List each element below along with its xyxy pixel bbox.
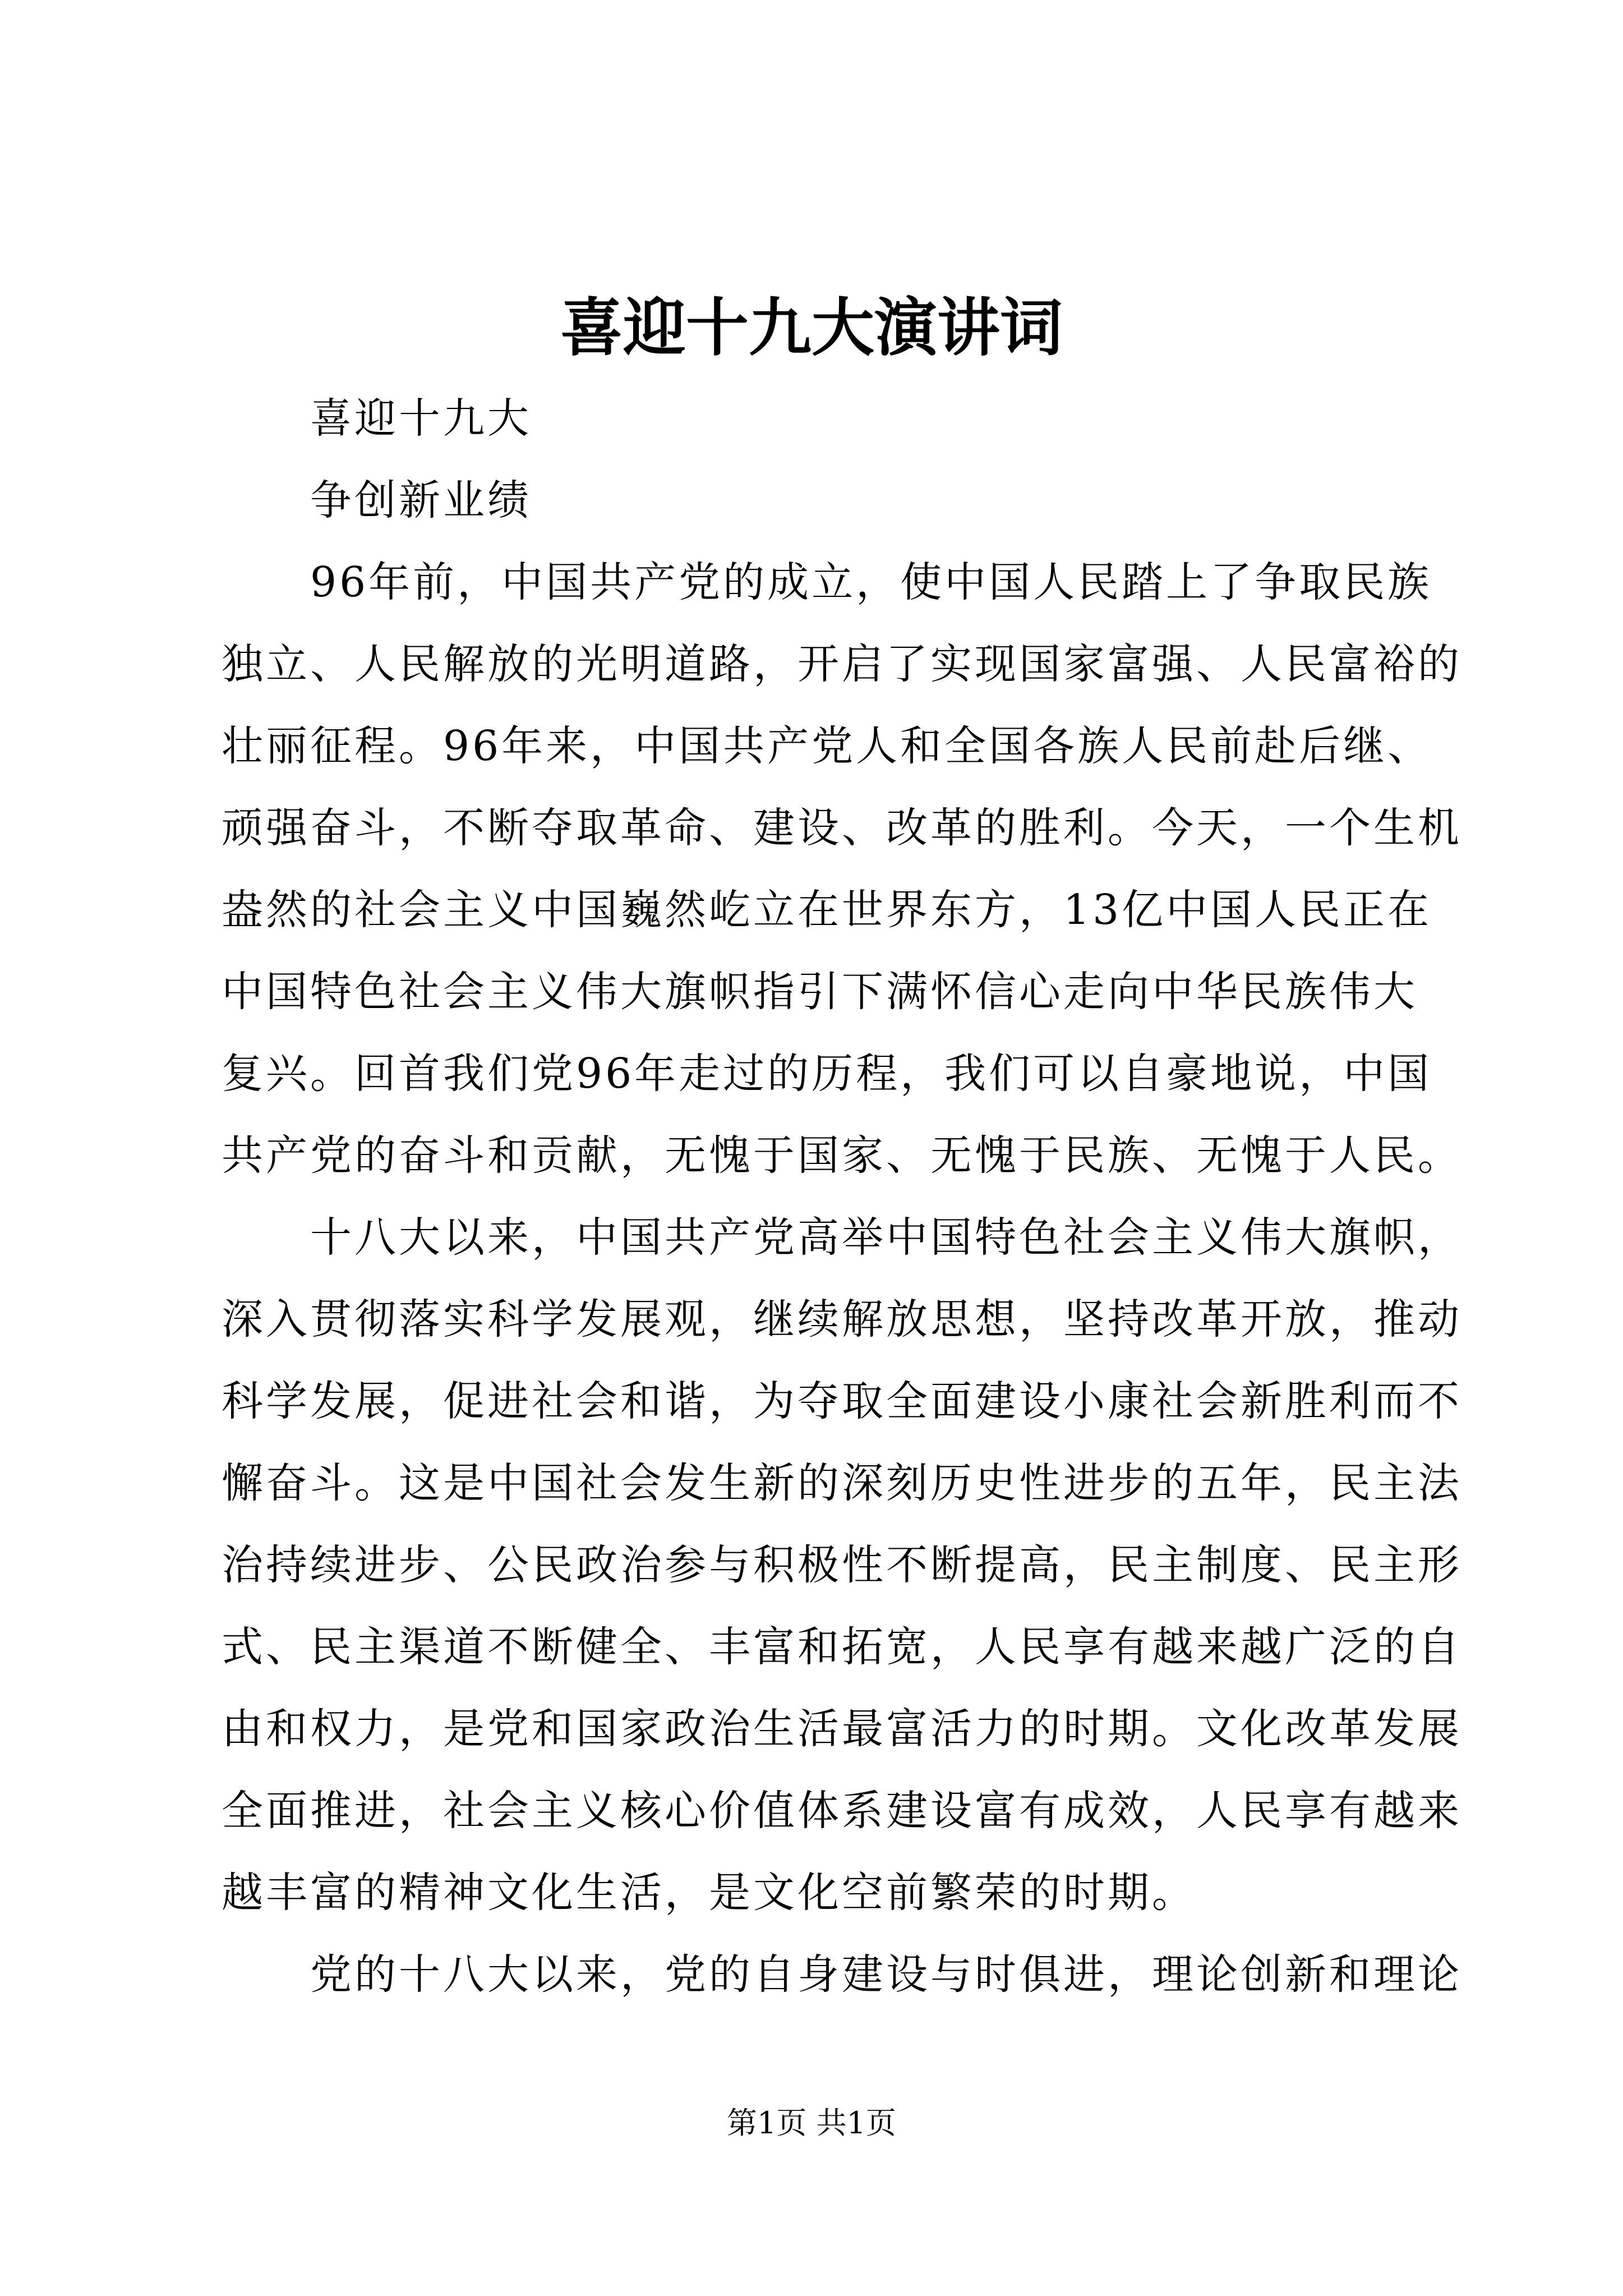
body-line: 全面推进，社会主义核心价值体系建设富有成效，人民享有越来: [222, 1787, 1462, 1835]
body-line: 式、民主渠道不断健全、丰富和拓宽，人民享有越来越广泛的自: [222, 1623, 1462, 1671]
body-line: 深入贯彻落实科学发展观，继续解放思想，坚持改革开放，推动: [222, 1295, 1462, 1343]
body-line: 越丰富的精神文化生活，是文化空前繁荣的时期。: [222, 1869, 1196, 1917]
document-body: [222, 378, 1462, 2016]
body-line: 独立、人民解放的光明道路，开启了实现国家富强、人民富裕的: [222, 640, 1462, 688]
body-line: 顽强奋斗，不断夺取革命、建设、改革的胜利。今天，一个生机: [222, 804, 1462, 852]
page-number-footer: 第1页 共1页: [727, 2105, 896, 2141]
body-line: 争创新业绩: [222, 476, 532, 524]
document-title: 喜迎十九大演讲词: [560, 291, 1063, 365]
body-line: 喜迎十九大: [222, 394, 532, 443]
body-line: 中国特色社会主义伟大旗帜指引下满怀信心走向中华民族伟大: [222, 968, 1418, 1016]
body-line: 壮丽征程。96年来，中国共产党人和全国各族人民前赴后继、: [222, 722, 1432, 770]
body-line: 复兴。回首我们党96年走过的历程，我们可以自豪地说，中国: [222, 1050, 1432, 1098]
body-line: 由和权力，是党和国家政治生活最富活力的时期。文化改革发展: [222, 1705, 1462, 1753]
body-line: 科学发展，促进社会和谐，为夺取全面建设小康社会新胜利而不: [222, 1377, 1462, 1425]
body-line: 十八大以来，中国共产党高举中国特色社会主义伟大旗帜，: [222, 1213, 1462, 1262]
body-line: 懈奋斗。这是中国社会发生新的深刻历史性进步的五年，民主法: [222, 1459, 1462, 1507]
body-line: 盎然的社会主义中国巍然屹立在世界东方，13亿中国人民正在: [222, 886, 1432, 934]
body-line: 党的十八大以来，党的自身建设与时俱进，理论创新和理论: [222, 1950, 1462, 1999]
body-line: 共产党的奋斗和贡献，无愧于国家、无愧于民族、无愧于人民。: [222, 1131, 1462, 1180]
body-line: 96年前，中国共产党的成立，使中国人民踏上了争取民族: [222, 558, 1432, 606]
body-line: 治持续进步、公民政治参与积极性不断提高，民主制度、民主形: [222, 1541, 1462, 1589]
